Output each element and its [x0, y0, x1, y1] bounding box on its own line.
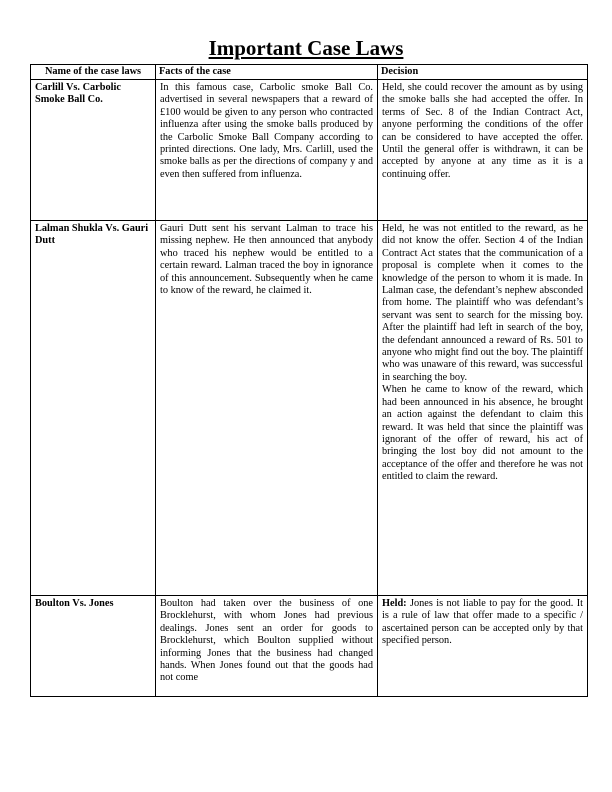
column-header-decision: Decision	[378, 65, 588, 80]
table-row	[31, 80, 588, 221]
case-facts: In this famous case, Carbolic smoke Ball Co. advertised in several newspapers that a reward of £100 would be given to any person who contracted influenza after using the smoke balls produced by the Carbolic Smoke Ball Company according to printed directions. One lady, Mrs. Carlill, used the smoke balls as per the directions of company y and even then suffered from influenza.	[156, 80, 378, 221]
column-header-facts: Facts of the case	[156, 65, 378, 80]
case-decision: Held, she could recover the amount as by using the smoke balls she had accepted the offer. In terms of Sec. 8 of the Indian Contract Act, anyone performing the conditions of the offer can be considered to have accepted the offer. Until the general offer is withdrawn, it can be accepted by anyone at any time as it is a continuing offer.	[378, 80, 588, 221]
table-row	[31, 596, 588, 697]
decision-text: Jones is not liable to pay for the good. It is a rule of law that offer made to a specific / ascertained person can be accepted only by that specified person.	[382, 598, 583, 647]
case-decision	[378, 221, 588, 596]
column-header-name: Name of the case laws	[31, 65, 156, 80]
case-name: Carlill Vs. Carbolic Smoke Ball Co.	[31, 80, 156, 221]
page-title: Important Case Laws	[208, 36, 404, 60]
case-laws-table	[30, 64, 588, 697]
case-name: Boulton Vs. Jones	[31, 596, 156, 697]
decision-paragraph: When he came to know of the reward, which had been announced in his absence, he brought an action against the defendant to claim this reward. It was held that since the plaintiff was ignorant of the offer of reward, his act of bringing the lost boy did not amount to the acceptance of the offer and therefore he was not entitled to claim the reward.	[382, 384, 583, 483]
case-facts: Boulton had taken over the business of one Brocklehurst, with whom Jones had previous dealings. Jones sent an order for goods to Brocklehurst, which Boulton supplied without informing Jones that the business had changed hands. When Jones found out that the goods had not come	[156, 596, 378, 697]
case-name: Lalman Shukla Vs. Gauri Dutt	[31, 221, 156, 596]
table-row	[31, 221, 588, 596]
table-header-row	[31, 65, 588, 80]
case-decision	[378, 596, 588, 697]
decision-lead: Held:	[382, 598, 407, 609]
case-facts: Gauri Dutt sent his servant Lalman to trace his missing nephew. He then announced that anybody who traced his nephew would be entitled to a certain reward. Lalman traced the boy in ignorance of this announcement. Subsequently when he came to know of the reward, he claimed it.	[156, 221, 378, 596]
decision-paragraph: Held, he was not entitled to the reward, as he did not know the offer. Section 4 of the Indian Contract Act states that the communication of a proposal is complete when it comes to the knowledge of the person to whom it is made. In Lalman case, the defendant’s nephew absconded from home. The plaintiff who was defendant’s servant was sent to search for the missing boy. After the plaintiff had left in search of the boy, the defendant announced a reward of Rs. 501 to anyone who might find out the boy. The plaintiff who was unaware of this reward, was successful in searching the boy.	[382, 223, 583, 383]
